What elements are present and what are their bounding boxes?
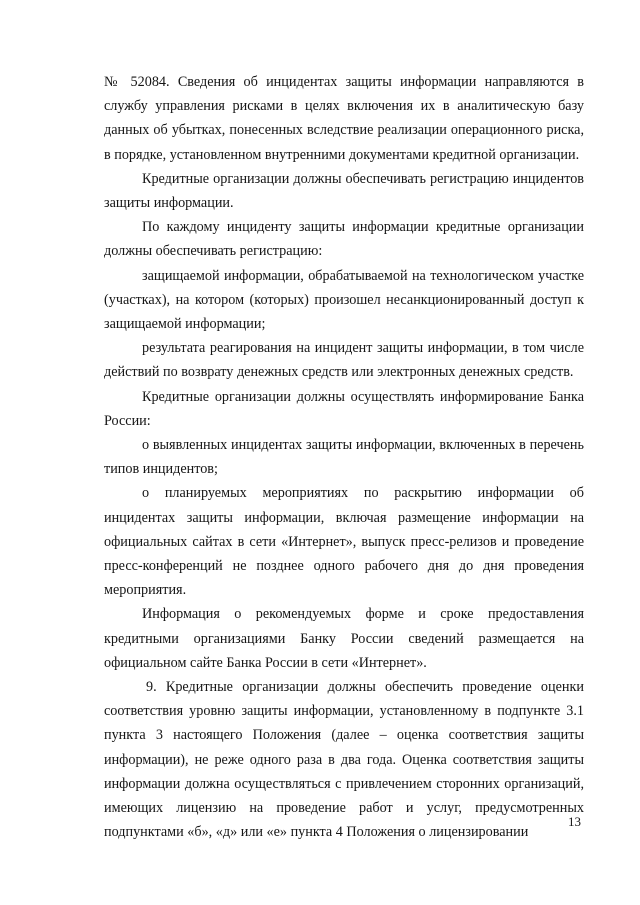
document-body [104, 70, 584, 845]
list-item-detected-incidents: о выявленных инцидентах защиты информации, включенных в перечень типов инцидентов; [104, 437, 584, 478]
list-item-protected-information: защищаемой информации, обрабатываемой на технологическом участке (участках), на котором (которых) произошел несанкционированный доступ к защищаемой информации; [104, 267, 584, 333]
page-number: 13 [568, 814, 581, 829]
list-item-planned-disclosure: о планируемых мероприятиях по раскрытию информации об инцидентах защиты информации, включая размещение информации на официальных сайтах в сети «Интернет», выпуск пресс-релизов и проведение пресс-конференций не позднее одного рабочего дня до дня проведения мероприятия. [104, 485, 584, 599]
paragraph-bank-of-russia-notification: Кредитные организации должны осуществлять информирование Банка России: [104, 388, 584, 429]
paragraph-incident-registration: Кредитные организации должны обеспечивать регистрацию инцидентов защиты информации. [104, 170, 584, 212]
paragraph-section-9: 9. Кредитные организации должны обеспечить проведение оценки соответствия уровню защиты информации, установленному в подпункте 3.1 пункта 3 настоящего Положения (далее – оценка соответствия защиты информации), не реже одного раза в два года. Оценка соответствия защиты информации должна осуществляться с привлечением сторонних организаций, имеющих лицензию на проведение работ и услуг, предусмотренных подпунктами «б», «д» или «е» пункта 4 Положения о лицензировании [104, 679, 584, 841]
paragraph-recommended-form: Информация о рекомендуемых форме и сроке предоставления кредитными организациями Банку России сведений размещается на официальном сайте Банка России в сети «Интернет». [104, 606, 584, 671]
list-item-response-result: результата реагирования на инцидент защиты информации, в том числе действий по возврату денежных средств или электронных денежных средств. [104, 340, 584, 381]
paragraph-operational-risk: № 52084. Сведения об инцидентах защиты информации направляются в службу управления рисками в целях включения их в аналитическую базу данных об убытках, понесенных вследствие реализации операционного риска, в порядке, установленном внутренними документами кредитной организации. [104, 74, 584, 163]
paragraph-registration-per-incident: По каждому инциденту защиты информации кредитные организации должны обеспечивать регистрацию: [104, 219, 584, 260]
